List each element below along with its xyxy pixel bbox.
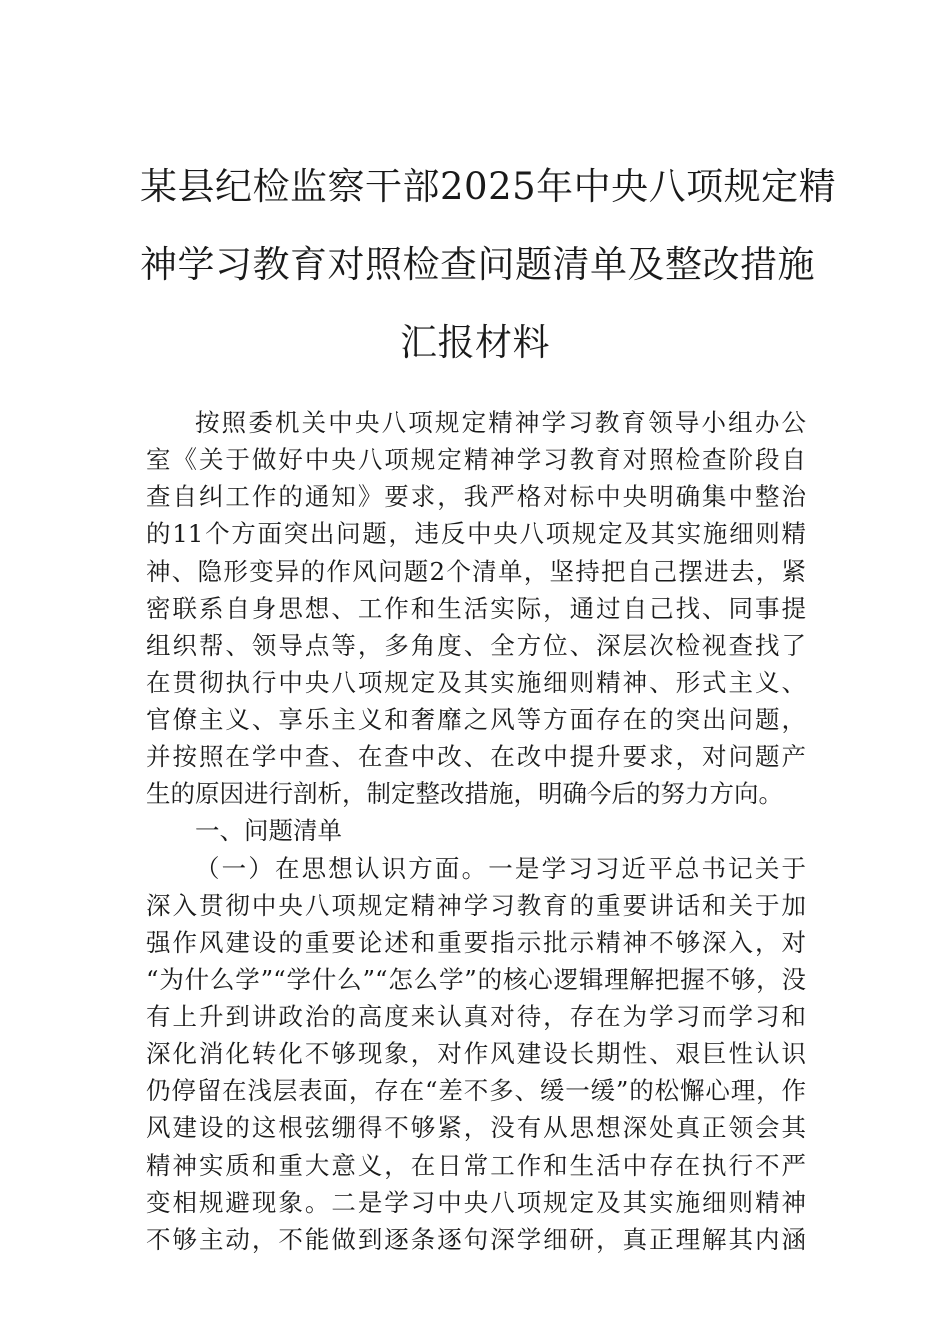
- paragraph-line: 深化消化转化不够现象，对作风建设长期性、艰巨性认识: [146, 1039, 806, 1069]
- title-line-3: 汇报材料: [400, 321, 550, 364]
- paragraph-line: 密联系自身思想、工作和生活实际，通过自己找、同事提: [146, 593, 806, 623]
- paragraph-line: （一）在思想认识方面。一是学习习近平总书记关于: [195, 853, 806, 883]
- paragraph-line: 仍停留在浅层表面，存在“差不多、缓一缓”的松懈心理，作: [146, 1076, 806, 1106]
- paragraph-line: 的11个方面突出问题，违反中央八项规定及其实施细则精: [146, 519, 806, 549]
- paragraph-line: 查自纠工作的通知》要求，我严格对标中央明确集中整治: [146, 482, 806, 512]
- title-line-1: 某县纪检监察干部2025年中央八项规定精: [140, 165, 837, 208]
- paragraph-line: 官僚主义、享乐主义和奢靡之风等方面存在的突出问题，: [146, 705, 806, 734]
- section-heading: 一、问题清单: [195, 816, 342, 846]
- paragraph-line: 有上升到讲政治的高度来认真对待，存在为学习而学习和: [146, 1002, 806, 1031]
- paragraph-line: 按照委机关中央八项规定精神学习教育领导小组办公: [195, 408, 806, 437]
- paragraph-line: “为什么学”“学什么”“怎么学”的核心逻辑理解把握不够，没: [146, 964, 806, 994]
- title-line-2: 神学习教育对照检查问题清单及整改措施: [140, 243, 815, 286]
- paragraph-line: 风建设的这根弦绷得不够紧，没有从思想深处真正领会其: [146, 1113, 806, 1143]
- paragraph-line: 并按照在学中查、在查中改、在改中提升要求，对问题产: [146, 742, 806, 772]
- document-body: [146, 408, 806, 1262]
- paragraph-line: 深入贯彻中央八项规定精神学习教育的重要讲话和关于加: [146, 890, 806, 920]
- paragraph-line: 在贯彻执行中央八项规定及其实施细则精神、形式主义、: [146, 667, 806, 697]
- paragraph-line: 变相规避现象。二是学习中央八项规定及其实施细则精神: [146, 1187, 806, 1217]
- paragraph-line: 室《关于做好中央八项规定精神学习教育对照检查阶段自: [146, 445, 806, 475]
- paragraph-line: 精神实质和重大意义，在日常工作和生活中存在执行不严: [146, 1150, 806, 1180]
- paragraph-line: 神、隐形变异的作风问题2个清单，坚持把自己摆进去，紧: [146, 556, 806, 586]
- paragraph-line: 不够主动，不能做到逐条逐句深学细研，真正理解其内涵: [146, 1224, 806, 1254]
- paragraph-line: 强作风建设的重要论述和重要指示批示精神不够深入，对: [146, 927, 806, 957]
- paragraph-line: 生的原因进行剖析，制定整改措施，明确今后的努力方向。: [146, 779, 783, 809]
- paragraph-line: 组织帮、领导点等，多角度、全方位、深层次检视查找了: [146, 630, 806, 660]
- document-title: [140, 165, 837, 402]
